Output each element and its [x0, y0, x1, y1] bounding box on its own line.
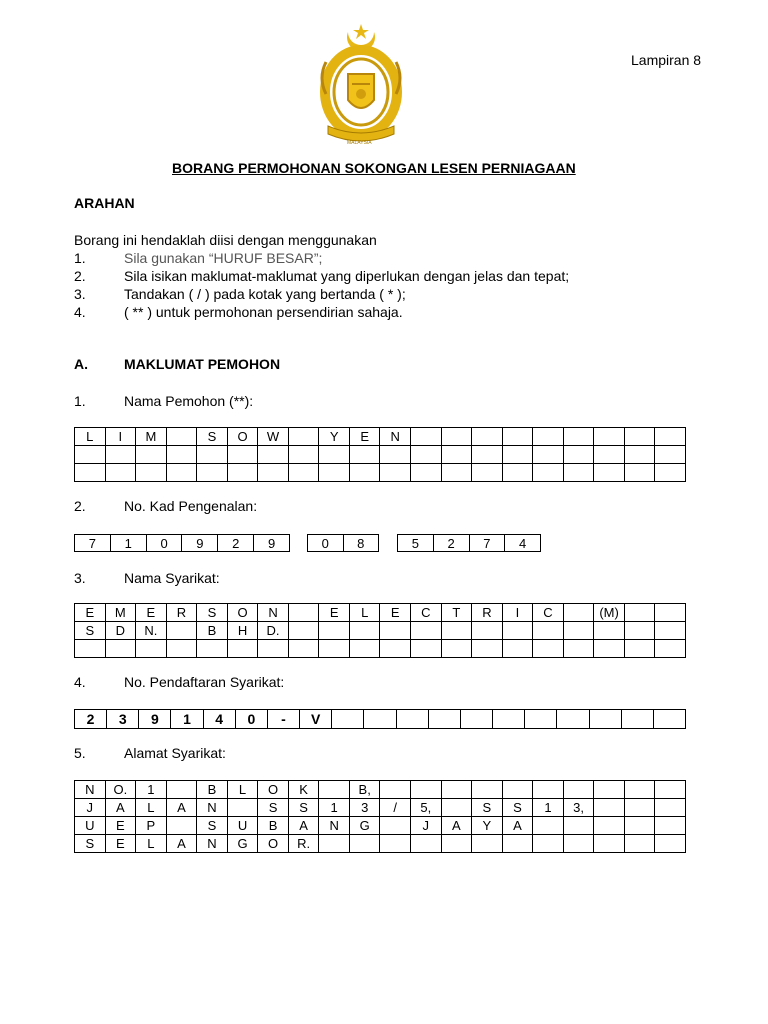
grid-cell[interactable] [166, 817, 197, 835]
grid-cell[interactable] [441, 781, 472, 799]
grid-cell[interactable]: O. [105, 781, 136, 799]
grid-cell[interactable]: E [75, 604, 106, 622]
grid-cell[interactable]: R [166, 604, 197, 622]
grid-cell[interactable]: B [197, 781, 228, 799]
grid-cell[interactable]: 9 [139, 710, 171, 729]
grid-cell[interactable] [493, 710, 525, 729]
grid-cell[interactable] [594, 835, 625, 853]
grid-cell[interactable] [75, 640, 106, 658]
grid-cell[interactable] [166, 622, 197, 640]
grid-cell[interactable] [472, 446, 503, 464]
grid-cell[interactable] [472, 640, 503, 658]
grid-cell[interactable] [563, 622, 594, 640]
grid-cell[interactable]: S [258, 799, 289, 817]
grid-cell[interactable]: U [75, 817, 106, 835]
grid-cell[interactable] [396, 710, 428, 729]
grid-cell[interactable] [288, 428, 319, 446]
grid-cell[interactable]: C [411, 604, 442, 622]
grid-cell[interactable]: A [441, 817, 472, 835]
grid-cell[interactable]: O [227, 428, 258, 446]
grid-cell[interactable] [624, 428, 655, 446]
grid-cell[interactable]: S [197, 604, 228, 622]
grid-cell[interactable]: G [227, 835, 258, 853]
question-number: 3. [74, 570, 86, 586]
grid-cell[interactable]: 8 [343, 535, 379, 552]
grid-cell[interactable] [319, 835, 350, 853]
grid-cell[interactable] [624, 817, 655, 835]
grid-cell[interactable] [472, 835, 503, 853]
grid-cell[interactable] [288, 464, 319, 482]
ic-number-part1-grid[interactable] [74, 534, 290, 552]
grid-cell[interactable] [349, 835, 380, 853]
grid-cell[interactable]: 5 [398, 535, 434, 552]
grid-cell[interactable] [502, 622, 533, 640]
grid-cell[interactable] [319, 446, 350, 464]
grid-cell[interactable]: K [288, 781, 319, 799]
grid-cell[interactable] [655, 640, 686, 658]
grid-cell[interactable] [332, 710, 364, 729]
question-company-address [74, 745, 694, 763]
grid-cell[interactable]: A [288, 817, 319, 835]
grid-cell[interactable] [533, 781, 564, 799]
grid-row [75, 799, 686, 817]
instruction-number: 4. [74, 304, 86, 320]
grid-cell[interactable] [319, 464, 350, 482]
grid-cell[interactable] [411, 835, 442, 853]
grid-cell[interactable]: P [136, 817, 167, 835]
instruction-text: Sila isikan maklumat-maklumat yang diperlukan dengan jelas dan tepat; [124, 268, 570, 284]
grid-row [75, 446, 686, 464]
instruction-number: 1. [74, 250, 86, 266]
grid-cell[interactable] [441, 446, 472, 464]
grid-cell[interactable]: S [75, 622, 106, 640]
grid-cell[interactable]: D [105, 622, 136, 640]
instructions-intro: Borang ini hendaklah diisi dengan menggunakan [74, 232, 377, 248]
grid-cell[interactable]: Y [319, 428, 350, 446]
grid-cell[interactable] [136, 640, 167, 658]
grid-cell[interactable] [594, 446, 625, 464]
ic-number-part2-grid[interactable] [307, 534, 379, 552]
section-title: MAKLUMAT PEMOHON [124, 356, 281, 372]
grid-cell[interactable] [380, 622, 411, 640]
grid-row [398, 535, 541, 552]
grid-cell[interactable]: N [75, 781, 106, 799]
grid-cell[interactable]: S [75, 835, 106, 853]
instructions-heading: ARAHAN [74, 195, 135, 211]
grid-cell[interactable] [624, 640, 655, 658]
grid-cell[interactable]: D. [258, 622, 289, 640]
grid-cell[interactable]: S [472, 799, 503, 817]
grid-cell[interactable] [136, 464, 167, 482]
grid-cell[interactable] [166, 428, 197, 446]
grid-cell[interactable] [563, 428, 594, 446]
grid-cell[interactable]: V [300, 710, 332, 729]
grid-cell[interactable]: L [75, 428, 106, 446]
grid-cell[interactable]: N [380, 428, 411, 446]
grid-cell[interactable] [380, 446, 411, 464]
grid-cell[interactable] [380, 835, 411, 853]
grid-cell[interactable] [655, 622, 686, 640]
grid-cell[interactable] [166, 464, 197, 482]
grid-cell[interactable] [472, 428, 503, 446]
grid-cell[interactable] [653, 710, 685, 729]
grid-cell[interactable] [441, 640, 472, 658]
grid-cell[interactable]: 2 [75, 710, 107, 729]
question-number: 5. [74, 745, 86, 761]
grid-cell[interactable] [166, 446, 197, 464]
grid-cell[interactable]: O [258, 781, 289, 799]
grid-row [75, 604, 686, 622]
grid-cell[interactable]: I [502, 604, 533, 622]
grid-cell[interactable] [502, 640, 533, 658]
grid-cell[interactable] [624, 835, 655, 853]
grid-cell[interactable] [411, 781, 442, 799]
grid-cell[interactable]: L [136, 799, 167, 817]
grid-cell[interactable] [411, 464, 442, 482]
grid-cell[interactable]: L [227, 781, 258, 799]
grid-cell[interactable]: J [75, 799, 106, 817]
grid-cell[interactable]: 1 [533, 799, 564, 817]
grid-cell[interactable]: 1 [319, 799, 350, 817]
grid-cell[interactable] [624, 446, 655, 464]
grid-cell[interactable] [533, 446, 564, 464]
grid-cell[interactable] [563, 640, 594, 658]
attachment-label: Lampiran 8 [631, 52, 702, 68]
grid-cell[interactable]: N [197, 835, 228, 853]
grid-cell[interactable] [502, 446, 533, 464]
grid-cell[interactable] [197, 446, 228, 464]
grid-cell[interactable] [594, 640, 625, 658]
grid-cell[interactable]: B [197, 622, 228, 640]
grid-cell[interactable]: S [197, 817, 228, 835]
grid-cell[interactable]: A [105, 799, 136, 817]
grid-cell[interactable] [589, 710, 621, 729]
grid-cell[interactable] [166, 640, 197, 658]
grid-cell[interactable] [349, 622, 380, 640]
grid-cell[interactable]: N [258, 604, 289, 622]
grid-cell[interactable] [105, 464, 136, 482]
question-number: 1. [74, 393, 86, 409]
grid-cell[interactable]: L [136, 835, 167, 853]
grid-cell[interactable] [411, 640, 442, 658]
grid-cell[interactable]: W [258, 428, 289, 446]
instruction-item [74, 304, 694, 322]
grid-cell[interactable] [655, 604, 686, 622]
grid-cell[interactable] [624, 604, 655, 622]
grid-cell[interactable]: (M) [594, 604, 625, 622]
grid-cell[interactable] [227, 464, 258, 482]
grid-cell[interactable] [655, 781, 686, 799]
grid-cell[interactable] [502, 464, 533, 482]
grid-cell[interactable] [349, 464, 380, 482]
grid-cell[interactable] [533, 622, 564, 640]
grid-cell[interactable]: C [533, 604, 564, 622]
grid-cell[interactable]: E [105, 835, 136, 853]
grid-cell[interactable] [557, 710, 589, 729]
grid-row [75, 535, 290, 552]
grid-row [75, 428, 686, 446]
grid-cell[interactable]: N. [136, 622, 167, 640]
grid-cell[interactable] [227, 799, 258, 817]
grid-cell[interactable]: E [319, 604, 350, 622]
grid-row [75, 835, 686, 853]
grid-cell[interactable]: Y [472, 817, 503, 835]
malaysia-crest-logo [312, 22, 410, 152]
grid-cell[interactable]: E [349, 428, 380, 446]
grid-cell[interactable]: A [502, 817, 533, 835]
grid-cell[interactable]: R [472, 604, 503, 622]
grid-cell[interactable] [594, 781, 625, 799]
grid-row [75, 817, 686, 835]
grid-cell[interactable] [258, 446, 289, 464]
grid-row [75, 464, 686, 482]
grid-cell[interactable]: H [227, 622, 258, 640]
company-name-grid[interactable] [74, 603, 686, 658]
grid-cell[interactable] [502, 781, 533, 799]
grid-cell[interactable] [349, 640, 380, 658]
instruction-number: 3. [74, 286, 86, 302]
question-label: Alamat Syarikat: [124, 745, 226, 761]
grid-row [75, 781, 686, 799]
grid-cell[interactable] [197, 640, 228, 658]
grid-cell[interactable]: 3 [349, 799, 380, 817]
question-number: 2. [74, 498, 86, 514]
question-ic-number [74, 498, 694, 516]
grid-row [308, 535, 379, 552]
grid-cell[interactable] [441, 799, 472, 817]
grid-cell[interactable]: / [380, 799, 411, 817]
grid-cell[interactable] [288, 622, 319, 640]
grid-cell[interactable] [563, 817, 594, 835]
grid-cell[interactable] [227, 640, 258, 658]
grid-cell[interactable] [319, 622, 350, 640]
grid-cell[interactable] [472, 464, 503, 482]
ic-number-part3-grid[interactable] [397, 534, 541, 552]
grid-cell[interactable]: G [349, 817, 380, 835]
grid-cell[interactable] [197, 464, 228, 482]
grid-cell[interactable] [533, 817, 564, 835]
grid-cell[interactable] [288, 640, 319, 658]
grid-cell[interactable] [655, 835, 686, 853]
grid-cell[interactable]: T [441, 604, 472, 622]
grid-cell[interactable] [563, 604, 594, 622]
instruction-item [74, 268, 694, 286]
section-a-heading [74, 356, 474, 374]
grid-cell[interactable] [227, 446, 258, 464]
instruction-text: ( ** ) untuk permohonan persendirian sahaja. [124, 304, 403, 320]
question-number: 4. [74, 674, 86, 690]
question-applicant-name [74, 393, 694, 411]
grid-cell[interactable]: B [258, 817, 289, 835]
grid-cell[interactable]: 0 [146, 535, 182, 552]
grid-cell[interactable] [594, 428, 625, 446]
grid-cell[interactable]: N [197, 799, 228, 817]
grid-cell[interactable] [624, 622, 655, 640]
grid-cell[interactable] [594, 799, 625, 817]
grid-cell[interactable] [441, 622, 472, 640]
grid-cell[interactable]: O [227, 604, 258, 622]
grid-cell[interactable] [75, 464, 106, 482]
grid-cell[interactable]: 4 [203, 710, 235, 729]
grid-cell[interactable]: N [319, 817, 350, 835]
grid-cell[interactable] [563, 446, 594, 464]
grid-cell[interactable]: 3 [107, 710, 139, 729]
grid-cell[interactable] [624, 781, 655, 799]
question-label: Nama Syarikat: [124, 570, 220, 586]
grid-cell[interactable] [594, 464, 625, 482]
grid-cell[interactable] [655, 446, 686, 464]
grid-cell[interactable] [594, 817, 625, 835]
grid-cell[interactable] [411, 428, 442, 446]
grid-cell[interactable] [258, 464, 289, 482]
grid-cell[interactable] [105, 640, 136, 658]
grid-cell[interactable] [594, 622, 625, 640]
grid-cell[interactable]: E [380, 604, 411, 622]
grid-cell[interactable] [380, 781, 411, 799]
grid-cell[interactable]: S [197, 428, 228, 446]
grid-cell[interactable] [533, 464, 564, 482]
grid-cell[interactable]: S [288, 799, 319, 817]
grid-cell[interactable]: M [105, 604, 136, 622]
grid-cell[interactable]: 3, [563, 799, 594, 817]
grid-cell[interactable] [563, 464, 594, 482]
grid-cell[interactable]: R. [288, 835, 319, 853]
grid-cell[interactable] [75, 446, 106, 464]
grid-cell[interactable]: E [105, 817, 136, 835]
grid-cell[interactable] [136, 446, 167, 464]
grid-cell[interactable]: 2 [433, 535, 469, 552]
grid-cell[interactable]: 0 [235, 710, 267, 729]
grid-cell[interactable]: 2 [218, 535, 254, 552]
grid-cell[interactable]: 7 [75, 535, 111, 552]
grid-cell[interactable] [441, 464, 472, 482]
grid-cell[interactable] [624, 464, 655, 482]
applicant-name-grid[interactable] [74, 427, 686, 482]
grid-cell[interactable]: U [227, 817, 258, 835]
grid-cell[interactable] [319, 781, 350, 799]
instruction-item [74, 286, 694, 304]
grid-cell[interactable] [166, 781, 197, 799]
grid-cell[interactable]: 4 [505, 535, 541, 552]
question-label: No. Kad Pengenalan: [124, 498, 258, 514]
question-label: No. Pendaftaran Syarikat: [124, 674, 285, 690]
grid-cell[interactable] [411, 446, 442, 464]
grid-cell[interactable] [380, 817, 411, 835]
grid-row [75, 640, 686, 658]
grid-cell[interactable] [380, 464, 411, 482]
grid-cell[interactable] [411, 622, 442, 640]
grid-cell[interactable]: O [258, 835, 289, 853]
grid-cell[interactable] [472, 781, 503, 799]
grid-cell[interactable]: 1 [171, 710, 203, 729]
grid-cell[interactable]: E [136, 604, 167, 622]
grid-cell[interactable]: M [136, 428, 167, 446]
grid-cell[interactable]: S [502, 799, 533, 817]
grid-cell[interactable] [563, 781, 594, 799]
grid-cell[interactable] [105, 446, 136, 464]
instruction-text: Sila gunakan “HURUF BESAR”; [124, 250, 323, 266]
grid-cell[interactable]: J [411, 817, 442, 835]
company-registration-grid[interactable] [74, 709, 686, 729]
grid-row [75, 622, 686, 640]
grid-cell[interactable]: 5, [411, 799, 442, 817]
grid-cell[interactable] [655, 817, 686, 835]
grid-cell[interactable] [364, 710, 396, 729]
grid-cell[interactable]: 9 [182, 535, 218, 552]
grid-cell[interactable]: I [105, 428, 136, 446]
question-company-registration [74, 674, 694, 692]
grid-cell[interactable]: L [349, 604, 380, 622]
grid-cell[interactable]: 9 [254, 535, 290, 552]
grid-row [75, 710, 686, 729]
grid-cell[interactable] [258, 640, 289, 658]
instruction-item [74, 250, 694, 268]
grid-cell[interactable]: - [267, 710, 299, 729]
grid-cell[interactable]: 1 [136, 781, 167, 799]
grid-cell[interactable] [472, 622, 503, 640]
grid-cell[interactable]: 1 [110, 535, 146, 552]
instruction-number: 2. [74, 268, 86, 284]
grid-cell[interactable] [288, 604, 319, 622]
crest-label: MALAYSIA [347, 140, 372, 146]
grid-cell[interactable]: 0 [308, 535, 344, 552]
grid-cell[interactable] [349, 446, 380, 464]
grid-cell[interactable] [655, 464, 686, 482]
grid-cell[interactable] [288, 446, 319, 464]
grid-cell[interactable] [624, 799, 655, 817]
grid-cell[interactable] [428, 710, 460, 729]
company-address-grid[interactable] [74, 780, 686, 853]
grid-cell[interactable] [441, 428, 472, 446]
grid-cell[interactable]: A [166, 835, 197, 853]
instruction-text: Tandakan ( / ) pada kotak yang bertanda ( * ); [124, 286, 406, 302]
grid-cell[interactable] [563, 835, 594, 853]
grid-cell[interactable] [502, 428, 533, 446]
grid-cell[interactable] [502, 835, 533, 853]
grid-cell[interactable] [621, 710, 653, 729]
grid-cell[interactable] [533, 428, 564, 446]
grid-cell[interactable]: B, [349, 781, 380, 799]
grid-cell[interactable] [533, 835, 564, 853]
grid-cell[interactable] [460, 710, 492, 729]
grid-cell[interactable] [525, 710, 557, 729]
grid-cell[interactable] [319, 640, 350, 658]
question-company-name [74, 570, 694, 588]
grid-cell[interactable] [655, 428, 686, 446]
form-title: BORANG PERMOHONAN SOKONGAN LESEN PERNIAGAAN [172, 160, 576, 176]
grid-cell[interactable] [655, 799, 686, 817]
grid-cell[interactable] [441, 835, 472, 853]
section-letter: A. [74, 356, 88, 372]
grid-cell[interactable]: 7 [469, 535, 505, 552]
grid-cell[interactable] [533, 640, 564, 658]
question-label: Nama Pemohon (**): [124, 393, 254, 409]
grid-cell[interactable]: A [166, 799, 197, 817]
grid-cell[interactable] [380, 640, 411, 658]
